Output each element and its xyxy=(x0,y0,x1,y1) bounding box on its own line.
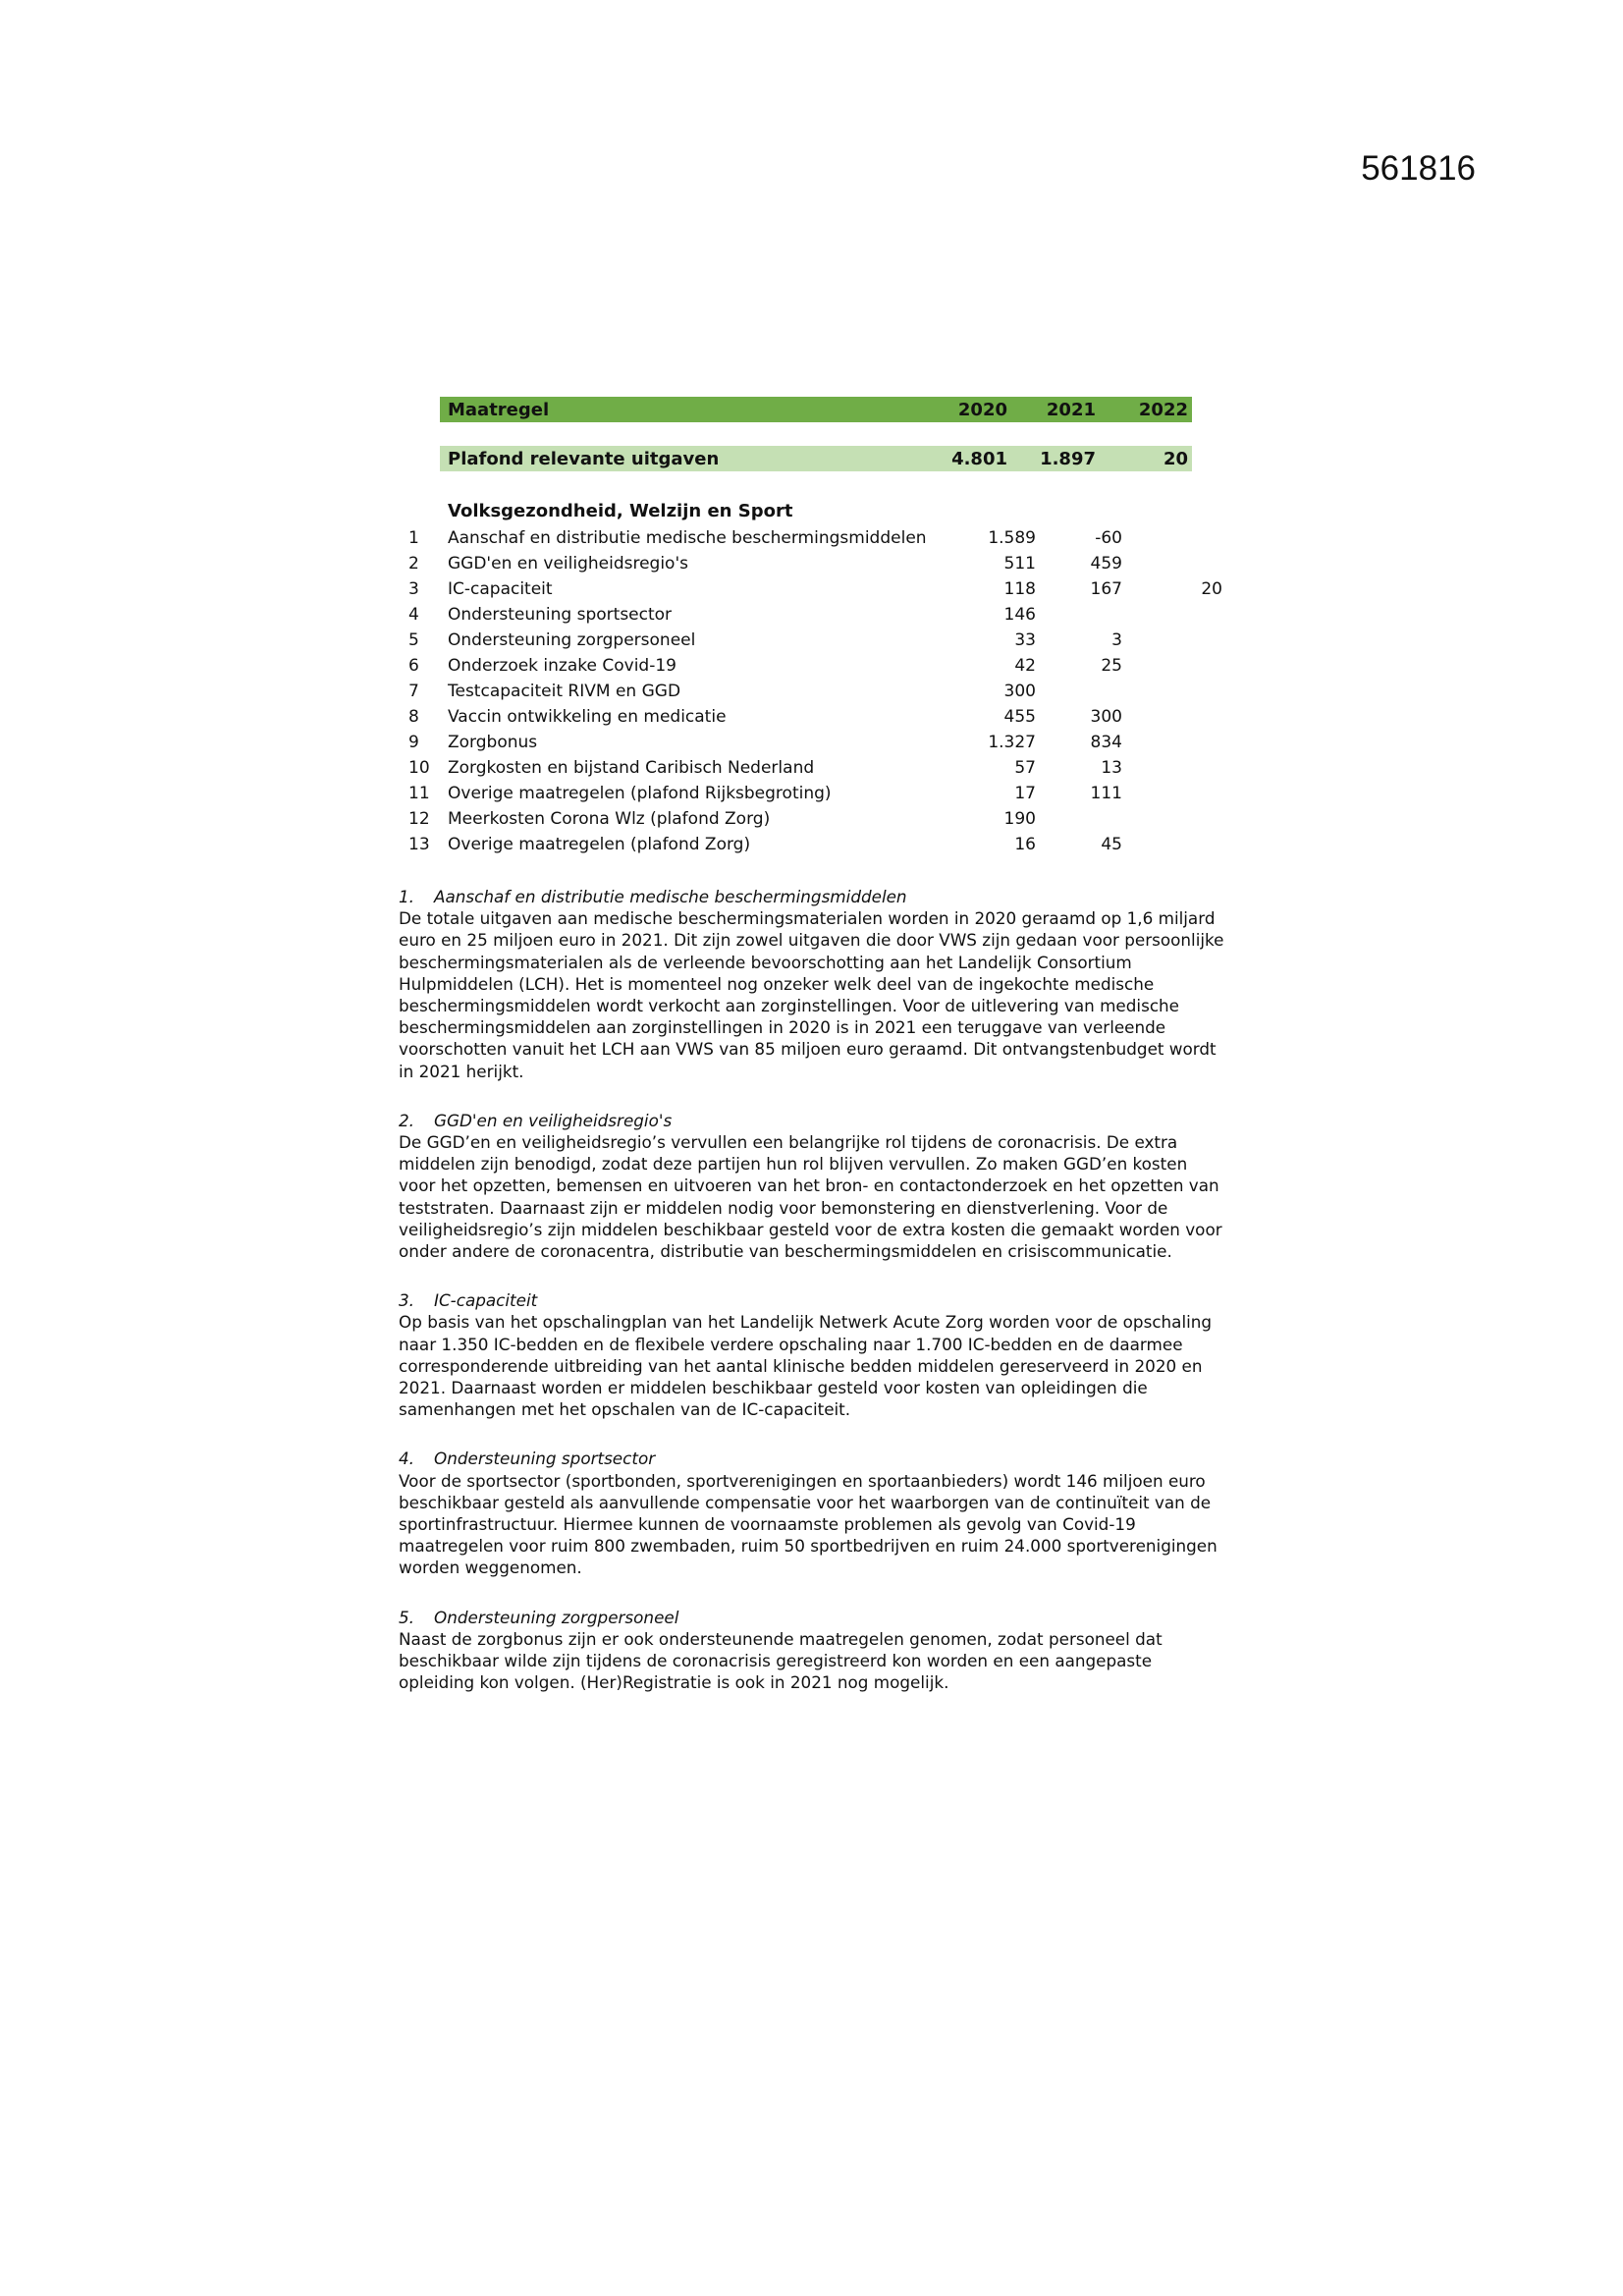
row-value-2021: 3 xyxy=(1111,630,1122,650)
section-heading-text: Ondersteuning zorgpersoneel xyxy=(434,1607,679,1627)
row-label: GGD'en en veiligheidsregio's xyxy=(448,554,688,574)
explanation-section-5 xyxy=(399,1607,1228,1694)
row-value-2020: 190 xyxy=(1003,809,1036,829)
row-value-2020: 146 xyxy=(1003,605,1036,625)
table-row xyxy=(399,526,1228,552)
page-content xyxy=(399,397,1228,1694)
row-label: Aanschaf en distributie medische beschermingsmiddelen xyxy=(448,528,927,548)
header-2022: 2022 xyxy=(1138,400,1188,420)
section-heading xyxy=(399,1607,1228,1628)
section-body: Naast de zorgbonus zijn er ook ondersteunende maatregelen genomen, zodat personeel dat beschikbaar wilde zijn tijdens de coronacrisis geregistreerd kon worden en een aangepaste opleiding kon volgen. (Her)Registratie is ook in 2021 nog mogelijk. xyxy=(399,1628,1163,1693)
row-label: Overige maatregelen (plafond Rijksbegroting) xyxy=(448,784,832,803)
section-body: Voor de sportsector (sportbonden, sportverenigingen en sportaanbieders) wordt 146 miljoen euro beschikbaar gesteld als aanvullende compensatie voor het waarborgen van de continuïteit van de sportinfrastructuur. Hiermee kunnen de voornaamste problemen als gevolg van Covid-19 maatregelen voor ruim 800 zwembaden, ruim 50 sportbedrijven en ruim 24.000 sportverenigingen worden weggenomen. xyxy=(399,1470,1217,1578)
table-rows xyxy=(399,526,1228,858)
table-row xyxy=(399,680,1228,705)
section-heading-text: GGD'en en veiligheidsregio's xyxy=(434,1110,673,1130)
row-value-2021: 45 xyxy=(1101,835,1122,854)
section-number: 4. xyxy=(399,1449,415,1469)
row-label: Meerkosten Corona Wlz (plafond Zorg) xyxy=(448,809,771,829)
section-body: De totale uitgaven aan medische beschermingsmaterialen worden in 2020 geraamd op 1,6 miljard euro en 25 miljoen euro in 2021. Dit zijn zowel uitgaven die door VWS zijn gedaan voor persoonlijke beschermingsmaterialen als de verleende bevoorschotting aan het Landelijk Consortium Hulpmiddelen (LCH). Het is momenteel nog onzeker welk deel van de ingekochte medische beschermingsmiddelen wordt verkocht aan zorginstellingen. Voor de uitlevering van medische beschermingsmiddelen aan zorginstellingen in 2020 is in 2021 een teruggave van verleende voorschotten vanuit het LCH aan VWS van 85 miljoen euro geraamd. Dit ontvangstenbudget wordt in 2021 herijkt. xyxy=(399,908,1224,1081)
row-label: Ondersteuning zorgpersoneel xyxy=(448,630,696,650)
table-row xyxy=(399,603,1228,629)
section-number: 5. xyxy=(399,1607,415,1627)
section-body: De GGD’en en veiligheidsregio’s vervullen een belangrijke rol tijdens de coronacrisis. De extra middelen zijn benodigd, zodat deze partijen hun rol blijven vervullen. Zo maken GGD’en kosten voor het opzetten, bemensen en uitvoeren van het bron- en contactonderzoek en het opzetten van teststraten. Daarnaast zijn er middelen nodig voor bemonstering en dienstverlening. Voor de veiligheidsregio’s zijn middelen beschikbaar gesteld voor de extra kosten die gemaakt worden voor onder andere de coronacentra, distributie van beschermingsmiddelen en crisiscommunicatie. xyxy=(399,1132,1222,1262)
row-value-2020: 1.589 xyxy=(988,528,1036,548)
row-number: 5 xyxy=(408,630,419,650)
row-number: 2 xyxy=(408,554,419,574)
row-value-2020: 17 xyxy=(1014,784,1036,803)
section-heading xyxy=(399,1289,1228,1311)
row-value-2020: 455 xyxy=(1003,707,1036,727)
row-value-2020: 57 xyxy=(1014,758,1036,778)
explanation-section-4 xyxy=(399,1448,1228,1578)
row-number: 7 xyxy=(408,682,419,701)
row-value-2020: 300 xyxy=(1003,682,1036,701)
section-heading-text: Aanschaf en distributie medische beschermingsmiddelen xyxy=(434,887,907,906)
row-number: 9 xyxy=(408,733,419,752)
row-label: Testcapaciteit RIVM en GGD xyxy=(448,682,681,701)
row-number: 4 xyxy=(408,605,419,625)
row-label: Ondersteuning sportsector xyxy=(448,605,673,625)
section-heading xyxy=(399,886,1228,907)
header-label: Maatregel xyxy=(448,400,550,420)
section-heading xyxy=(399,1110,1228,1131)
row-number: 12 xyxy=(408,809,430,829)
row-number: 3 xyxy=(408,579,419,599)
section-number: 2. xyxy=(399,1110,415,1130)
table-row xyxy=(399,807,1228,833)
row-value-2020: 33 xyxy=(1014,630,1036,650)
row-value-2020: 1.327 xyxy=(988,733,1036,752)
section-number: 3. xyxy=(399,1290,415,1311)
row-label: Vaccin ontwikkeling en medicatie xyxy=(448,707,727,727)
plafond-label: Plafond relevante uitgaven xyxy=(448,449,720,469)
row-value-2021: 167 xyxy=(1090,579,1122,599)
table-section-title: Volksgezondheid, Welzijn en Sport xyxy=(448,501,793,521)
row-value-2021: 459 xyxy=(1090,554,1122,574)
row-number: 10 xyxy=(408,758,430,778)
row-value-2021: 25 xyxy=(1101,656,1122,676)
row-value-2021: 111 xyxy=(1090,784,1122,803)
row-value-2020: 511 xyxy=(1003,554,1036,574)
table-row xyxy=(399,782,1228,807)
row-label: Zorgkosten en bijstand Caribisch Nederland xyxy=(448,758,815,778)
table-row xyxy=(399,705,1228,731)
table-row xyxy=(399,654,1228,680)
row-value-2021: 834 xyxy=(1090,733,1122,752)
row-label: Overige maatregelen (plafond Zorg) xyxy=(448,835,751,854)
section-number: 1. xyxy=(399,887,415,906)
section-heading-text: IC-capaciteit xyxy=(434,1290,538,1311)
section-heading-text: Ondersteuning sportsector xyxy=(434,1449,656,1469)
explanation-section-1 xyxy=(399,886,1228,1082)
row-value-2020: 42 xyxy=(1014,656,1036,676)
row-number: 8 xyxy=(408,707,419,727)
row-value-2021: -60 xyxy=(1095,528,1122,548)
row-value-2021: 13 xyxy=(1101,758,1122,778)
section-body: Op basis van het opschalingplan van het Landelijk Netwerk Acute Zorg worden voor de opschaling naar 1.350 IC-bedden en de flexibele verdere opschaling naar 1.700 IC-bedden en de daarmee corresponderende uitbreiding van het aantal klinische bedden middelen gereserveerd in 2020 en 2021. Daarnaast worden er middelen beschikbaar gesteld voor kosten van opleidingen die samenhangen met het opschalen van de IC-capaciteit. xyxy=(399,1312,1213,1420)
table-row xyxy=(399,552,1228,577)
table-row xyxy=(399,731,1228,756)
row-number: 13 xyxy=(408,835,430,854)
row-value-2020: 118 xyxy=(1003,579,1036,599)
row-value-2020: 16 xyxy=(1014,835,1036,854)
section-heading xyxy=(399,1448,1228,1469)
table-row xyxy=(399,833,1228,858)
row-value-2022: 20 xyxy=(1201,579,1222,599)
row-label: Onderzoek inzake Covid-19 xyxy=(448,656,676,676)
plafond-2021: 1.897 xyxy=(1040,449,1096,469)
table-row xyxy=(399,577,1228,603)
plafond-2020: 4.801 xyxy=(951,449,1007,469)
row-label: IC-capaciteit xyxy=(448,579,553,599)
row-label: Zorgbonus xyxy=(448,733,538,752)
row-number: 1 xyxy=(408,528,419,548)
row-number: 11 xyxy=(408,784,430,803)
header-2020: 2020 xyxy=(957,400,1007,420)
explanation-section-2 xyxy=(399,1110,1228,1262)
row-value-2021: 300 xyxy=(1090,707,1122,727)
row-number: 6 xyxy=(408,656,419,676)
header-2021: 2021 xyxy=(1046,400,1096,420)
plafond-2022: 20 xyxy=(1163,449,1188,469)
table-header-row xyxy=(440,397,1192,422)
explanation-section-3 xyxy=(399,1289,1228,1420)
document-number: 561816 xyxy=(1361,149,1476,188)
plafond-row xyxy=(440,446,1192,471)
table-row xyxy=(399,629,1228,654)
table-row xyxy=(399,756,1228,782)
